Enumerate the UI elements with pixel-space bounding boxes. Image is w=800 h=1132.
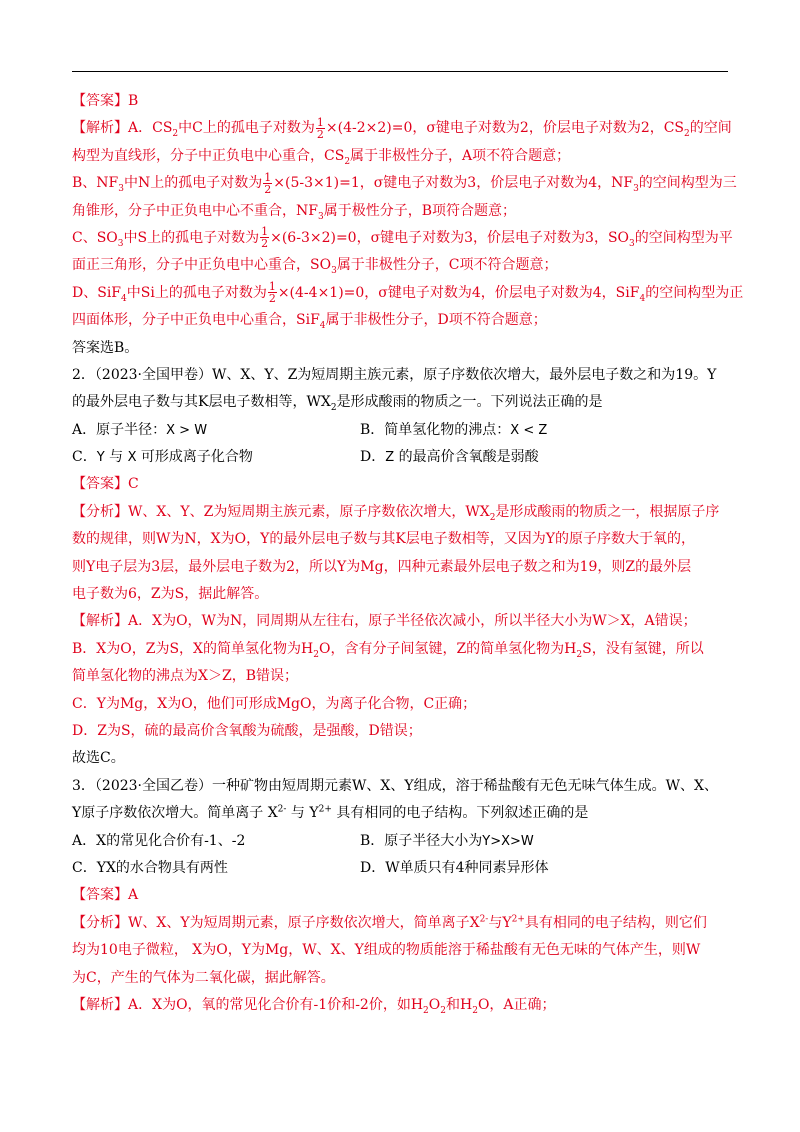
q2-options-cd [72, 444, 732, 471]
q3-analysis-line3: 为C，产生的气体为二氧化碳，据此解答。 [72, 969, 335, 986]
q1-answer: 【答案】B [72, 93, 139, 109]
q2-stem-line1: 2．（2023·全国甲卷）W、X、Y、Z为短周期主族元素，原子序数依次增大，最外层电子数之和为19。Y [72, 366, 717, 383]
q3-option-c: C．YX的水合物具有两性 [72, 859, 228, 876]
q3-stem-line2: Y原子序数依次增大。简单离子 $X^{2-}$ 与 $Y^{2+}$ 具有相同的电子结构。下列叙述正确的是 [72, 804, 589, 822]
q3-options-ab [72, 828, 732, 855]
q1-analysis-c-line2: 面正三角形，分子中正负电中心重合，$SO_3$属于非极性分子，C项不符合题意； [72, 257, 558, 277]
q2-explain-b-line1: B．X为O，Z为S，X的简单氢化物为$H_2O$，含有分子间氢键，Z的简单氢化物为$H_2S$，没有氢键，所以 [72, 640, 704, 660]
q3-options-cd [72, 855, 732, 882]
q1-analysis-b-line2: 角锥形，分子中正负电中心不重合，$NF_3$属于极性分子，B项符合题意； [72, 202, 516, 222]
q2-analysis-line2: 数的规律，则W为N，X为O，Y的最外层电子数与其K层电子数相等，又因为Y的原子序数大于氧的， [72, 531, 696, 548]
q2-option-b: B．简单氢化物的沸点：X < Z [360, 421, 548, 438]
q1-analysis-c-line1: C、$SO_3$中S上的孤电子对数为 $\frac{1}{2}$ ×(6-3×2)=0，σ键电子对数为3，价层电子对数为3，$SO_3$的空间构型为平 [72, 225, 733, 251]
q2-analysis-line1: 【分析】W、X、Y、Z为短周期主族元素，原子序数依次增大，$WX_2$是形成酸雨的物质之一，根据原子序 [72, 503, 720, 523]
q3-option-d: D．W单质只有4种同素异形体 [360, 859, 549, 876]
q2-conclusion: 故选C。 [72, 750, 125, 767]
fraction: $\frac{1}{2}$ [268, 280, 276, 306]
q1-analysis-a-line1: 【解析】A．$CS_2$中C上的孤电子对数为 $\frac{1}{2}$ ×(4-2×2)=0，σ键电子对数为2，价层电子对数为2，$CS_2$的空间 [72, 115, 732, 141]
q3-analysis-line1: 【分析】W、X、Y为短周期元素，原子序数依次增大，简单离子$X^{2-}$与$Y^{2+}$具有相同的电子结构，则它们 [72, 914, 707, 931]
q2-option-c: C．Y 与 X 可形成离子化合物 [72, 449, 253, 466]
q2-explain-d: D．Z为S，硫的最高价含氧酸为硫酸，是强酸，D错误； [72, 722, 422, 739]
fraction: $\frac{1}{2}$ [261, 225, 269, 251]
q1-analysis-d-line1: D、SiF$_4$中Si上的孤电子对数为 $\frac{1}{2}$ ×(4-4×1)=0，σ键电子对数为4，价层电子对数为4，SiF$_4$的空间构型为正 [72, 280, 744, 306]
q2-options-ab [72, 417, 732, 444]
q2-analysis-line3: 则Y电子层为3层，最外层电子数为2，所以Y为Mg，四种元素最外层电子数之和为19，则Z的最外层 [72, 558, 692, 575]
fraction: $\frac{1}{2}$ [264, 170, 272, 196]
q2-analysis-line4: 电子数为6，Z为S，据此解答。 [72, 586, 269, 603]
q3-answer: 【答案】A [72, 887, 139, 904]
q2-explain-a: 【解析】A．X为O，W为N，同周期从左往右，原子半径依次减小，所以半径大小为W＞X，A错误； [72, 613, 697, 630]
q2-answer: 【答案】C [72, 476, 139, 493]
q2-explain-b-line2: 简单氢化物的沸点为X＞Z，B错误； [72, 668, 298, 685]
fraction: $\frac{1}{2}$ [316, 115, 324, 141]
q1-analysis-b-line1: B、$NF_3$中N上的孤电子对数为 $\frac{1}{2}$ ×(5-3×1)=1，σ键电子对数为3，价层电子对数为4，$NF_3$的空间构型为三 [72, 170, 737, 196]
q3-option-b: B．原子半径大小为Y>X>W [360, 832, 534, 849]
document-body [72, 88, 744, 1019]
q2-option-d: D．Z 的最高价含氧酸是弱酸 [360, 449, 539, 466]
q3-explain-a: 【解析】A．X为O，氧的常见化合价有-1价和-2价，如$H_2O_2$和$H_2O$，A正确； [72, 996, 556, 1016]
q3-option-a: A．X的常见化合价有-1、-2 [72, 832, 246, 849]
header-rule [72, 71, 728, 72]
q2-explain-c: C．Y为Mg，X为O，他们可形成MgO，为离子化合物，C正确； [72, 695, 477, 712]
q2-stem-line2: 的最外层电子数与其K层电子数相等，$WX_2$是形成酸雨的物质之一。下列说法正确的是 [72, 394, 603, 414]
q3-stem-line1: 3．（2023·全国乙卷）一种矿物由短周期元素W、X、Y组成，溶于稀盐酸有无色无味气体生成。W、X、 [72, 777, 718, 794]
q2-option-a: A．原子半径：X > W [72, 421, 208, 438]
q1-analysis-a-line2: 构型为直线形，分子中正负电中心重合，$CS_2$属于非极性分子，A项不符合题意； [72, 147, 571, 167]
q1-analysis-d-line2: 四面体形，分子中正负电中心重合，SiF$_4$属于非极性分子，D项不符合题意； [72, 312, 547, 331]
q3-analysis-line2: 均为10电子微粒， X为O，Y为Mg，W、X、Y组成的物质能溶于稀盐酸有无色无味的气体产生，则W [72, 942, 701, 959]
q1-conclusion: 答案选B。 [72, 339, 139, 356]
